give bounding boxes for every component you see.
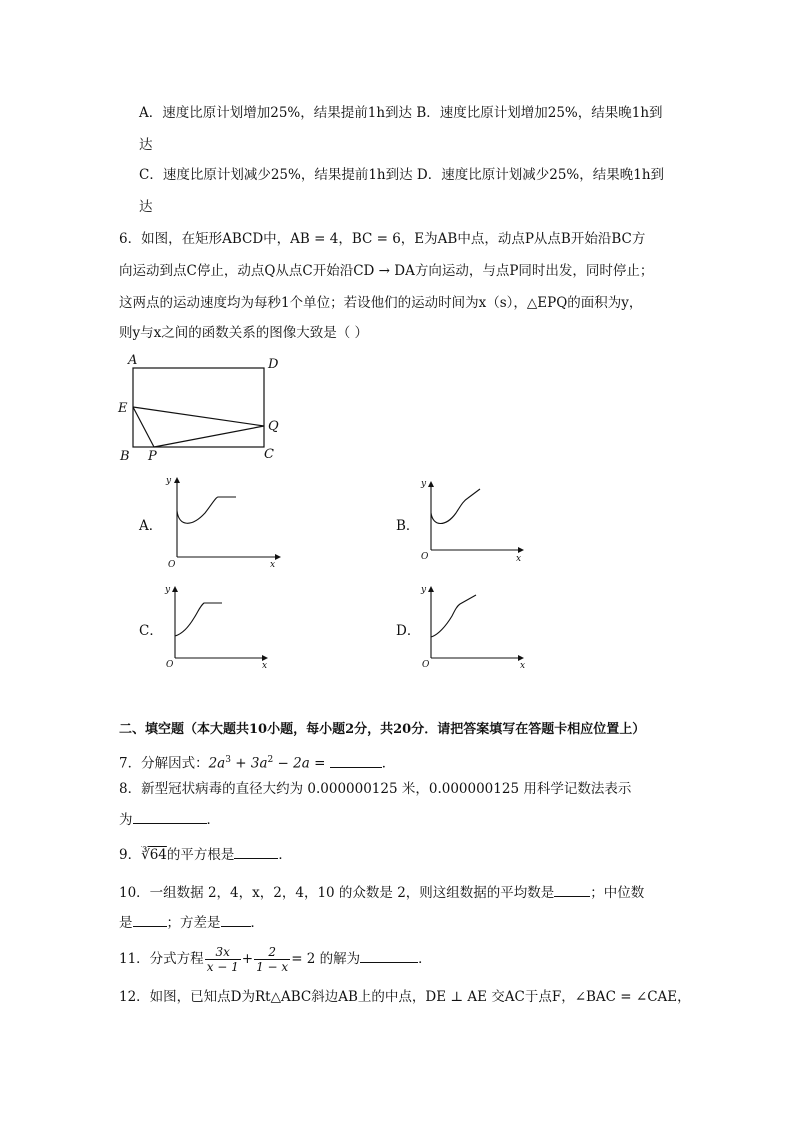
q9-prefix: 9． xyxy=(119,847,142,863)
q7-term-3: − 2a = xyxy=(273,755,330,772)
q10-mean-blank[interactable] xyxy=(554,884,590,897)
q10-line1 xyxy=(119,884,644,902)
q11-plus: + xyxy=(241,951,254,967)
origin-label: O xyxy=(421,552,429,562)
q5-option-cd-line2: 达 xyxy=(139,199,153,215)
point-label-d: D xyxy=(268,357,279,372)
q9-line xyxy=(119,846,292,864)
axis-y-label: y xyxy=(421,479,427,489)
q7-term-2: + 3a xyxy=(230,755,268,772)
q10-text2: 是 xyxy=(119,915,133,931)
axis-y-label: y xyxy=(421,585,427,595)
q6-option-c-label: C． xyxy=(139,623,163,639)
q11-end: ． xyxy=(418,951,432,967)
q7-line xyxy=(119,751,395,773)
point-label-a: A xyxy=(128,353,138,368)
point-label-e: E xyxy=(118,401,128,416)
point-label-q: Q xyxy=(268,419,279,434)
q11-line xyxy=(119,944,432,974)
q6-option-c-graph xyxy=(160,582,275,674)
q5-option-cd-line1: C．速度比原计划减少25%，结果提前1h到达 D．速度比原计划减少25%，结果晚1h到 xyxy=(139,167,665,183)
q6-line4: 则y与x之间的函数关系的图像大致是（ ） xyxy=(119,325,369,341)
origin-label: O xyxy=(168,560,176,570)
q6-option-d-graph xyxy=(416,582,531,674)
q8-prefix: 为 xyxy=(119,812,133,828)
section-2-heading: 二、填空题（本大题共10小题，每小题2分，共20分．请把答案填写在答题卡相应位置上） xyxy=(119,722,646,737)
q5-option-ab-line2: 达 xyxy=(139,137,153,153)
q6-option-a-graph xyxy=(160,475,285,575)
point-label-c: C xyxy=(264,447,274,462)
q10-mid2: ；方差是 xyxy=(166,915,221,931)
q10-variance-blank[interactable] xyxy=(221,914,251,927)
q11-eq: = 2 的解为 xyxy=(291,951,361,967)
q11-fraction-1 xyxy=(205,945,241,974)
q10-median-blank[interactable] xyxy=(133,914,167,927)
q7-answer-blank[interactable] xyxy=(330,755,382,768)
q6-line2: 向运动到点C停止，动点Q从点C开始沿CD → DA方向运动，与点P同时出发，同时停止； xyxy=(119,263,654,279)
q7-term-1: 2a xyxy=(208,755,226,772)
q10-line2 xyxy=(119,914,264,932)
q8-end: ． xyxy=(206,812,220,828)
q6-option-a-label: A． xyxy=(139,518,163,534)
origin-label: O xyxy=(422,660,430,670)
q6-line3: 这两点的运动速度均为每秒1个单位；若设他们的运动时间为x（s），△EPQ的面积为y， xyxy=(119,295,643,311)
q11-num-1: 3x xyxy=(205,945,241,960)
q7-end: ． xyxy=(381,755,396,772)
q8-line2 xyxy=(119,811,220,829)
q9-text: 的平方根是 xyxy=(166,847,235,863)
q10-mid1: ；中位数 xyxy=(590,885,645,901)
origin-label: O xyxy=(166,660,174,670)
q11-den-1: x − 1 xyxy=(206,960,239,974)
q11-fraction-2 xyxy=(254,945,290,974)
q6-option-d-label: D． xyxy=(396,623,421,639)
q8-answer-blank[interactable] xyxy=(133,811,207,824)
q9-end: ． xyxy=(278,847,292,863)
q7-prefix: 7．分解因式： xyxy=(119,755,209,772)
axis-x-label: x xyxy=(520,661,526,671)
q11-answer-blank[interactable] xyxy=(360,950,418,963)
point-label-b: B xyxy=(120,449,130,464)
axis-x-label: x xyxy=(262,661,268,671)
point-label-p: P xyxy=(148,449,157,464)
q10-end: ． xyxy=(250,915,264,931)
q12-line1: 12．如图，已知点D为Rt△ABC斜边AB上的中点，DE ⊥ AE 交AC于点F，∠BAC = ∠CAE， xyxy=(119,989,691,1005)
axis-x-label: x xyxy=(516,554,522,564)
axis-y-label: y xyxy=(166,476,172,486)
q6-option-b-graph xyxy=(416,475,531,575)
q11-prefix: 11．分式方程 xyxy=(119,951,204,967)
axis-y-label: y xyxy=(165,585,171,595)
q6-line1: 6．如图，在矩形ABCD中，AB = 4，BC = 6，E为AB中点，动点P从点B开始沿BC方 xyxy=(119,231,646,247)
q6-rectangle-figure xyxy=(110,350,290,465)
axis-x-label: x xyxy=(270,560,276,570)
q5-option-ab-line1: A．速度比原计划增加25%，结果提前1h到达 B．速度比原计划增加25%，结果晚1h到 xyxy=(139,105,663,121)
q10-text1: 10．一组数据 2，4，x，2，4，10 的众数是 2，则这组数据的平均数是 xyxy=(119,885,555,901)
q7-exp-2: 2 xyxy=(267,755,274,765)
q9-root: ∛64 xyxy=(141,847,167,863)
q9-answer-blank[interactable] xyxy=(234,846,278,859)
q8-line1: 8．新型冠状病毒的直径大约为 0.000000125 米，0.000000125 用科学记数法表示 xyxy=(119,781,632,797)
q7-exp-3: 3 xyxy=(225,755,231,765)
q6-option-b-label: B． xyxy=(396,518,420,534)
q11-den-2: 1 − x xyxy=(256,960,289,974)
q11-num-2: 2 xyxy=(254,945,290,960)
